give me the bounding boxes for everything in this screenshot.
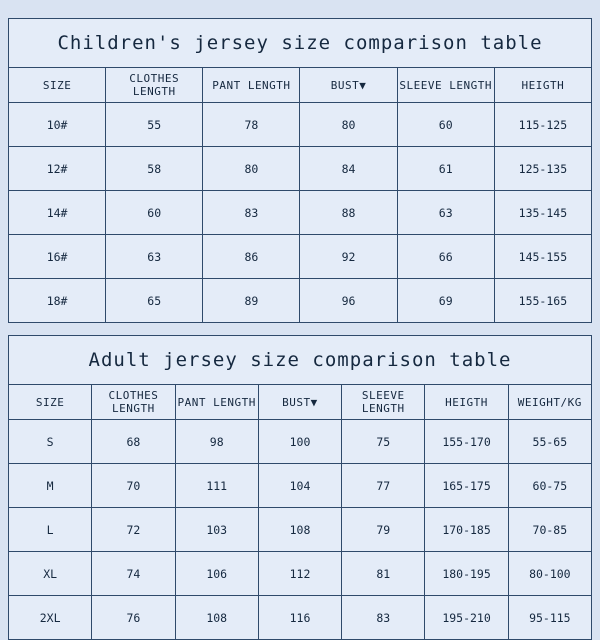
cell-size: 16# xyxy=(9,235,106,279)
table-row xyxy=(9,464,592,508)
cell-bust: 92 xyxy=(300,235,397,279)
table-header-row xyxy=(9,68,592,103)
cell-clothes-length: 63 xyxy=(106,235,203,279)
table-row xyxy=(9,191,592,235)
cell-sleeve-length: 66 xyxy=(397,235,494,279)
cell-bust: 88 xyxy=(300,191,397,235)
cell-heigth: 135-145 xyxy=(494,191,591,235)
cell-clothes-length: 60 xyxy=(106,191,203,235)
cell-bust: 112 xyxy=(258,552,341,596)
table-title-row xyxy=(9,336,592,385)
table-row xyxy=(9,508,592,552)
table-gap xyxy=(8,323,592,335)
cell-size: 14# xyxy=(9,191,106,235)
column-header-bust: BUST▼ xyxy=(300,68,397,103)
cell-weight: 60-75 xyxy=(508,464,591,508)
cell-bust: 96 xyxy=(300,279,397,323)
cell-sleeve-length: 63 xyxy=(397,191,494,235)
table-row xyxy=(9,103,592,147)
column-header-clothes-length: CLOTHES LENGTH xyxy=(106,68,203,103)
cell-sleeve-length: 77 xyxy=(342,464,425,508)
cell-pant-length: 108 xyxy=(175,596,258,640)
table-row xyxy=(9,147,592,191)
children-table-title: Children's jersey size comparison table xyxy=(9,19,592,68)
table-header-row xyxy=(9,385,592,420)
cell-size: XL xyxy=(9,552,92,596)
cell-sleeve-length: 83 xyxy=(342,596,425,640)
cell-size: S xyxy=(9,420,92,464)
cell-weight: 80-100 xyxy=(508,552,591,596)
column-header-sleeve-length: SLEEVE LENGTH xyxy=(397,68,494,103)
cell-pant-length: 103 xyxy=(175,508,258,552)
cell-clothes-length: 74 xyxy=(92,552,175,596)
cell-bust: 116 xyxy=(258,596,341,640)
cell-sleeve-length: 75 xyxy=(342,420,425,464)
cell-clothes-length: 55 xyxy=(106,103,203,147)
cell-sleeve-length: 69 xyxy=(397,279,494,323)
cell-weight: 55-65 xyxy=(508,420,591,464)
cell-bust: 108 xyxy=(258,508,341,552)
cell-sleeve-length: 61 xyxy=(397,147,494,191)
column-header-pant-length: PANT LENGTH xyxy=(175,385,258,420)
cell-heigth: 165-175 xyxy=(425,464,508,508)
column-header-size: SIZE xyxy=(9,68,106,103)
cell-size: M xyxy=(9,464,92,508)
cell-size: 12# xyxy=(9,147,106,191)
table-row xyxy=(9,596,592,640)
cell-size: L xyxy=(9,508,92,552)
cell-weight: 95-115 xyxy=(508,596,591,640)
cell-pant-length: 80 xyxy=(203,147,300,191)
cell-sleeve-length: 81 xyxy=(342,552,425,596)
cell-pant-length: 86 xyxy=(203,235,300,279)
adult-table-title: Adult jersey size comparison table xyxy=(9,336,592,385)
cell-clothes-length: 70 xyxy=(92,464,175,508)
cell-clothes-length: 76 xyxy=(92,596,175,640)
cell-heigth: 195-210 xyxy=(425,596,508,640)
cell-pant-length: 83 xyxy=(203,191,300,235)
cell-pant-length: 106 xyxy=(175,552,258,596)
cell-bust: 104 xyxy=(258,464,341,508)
column-header-size: SIZE xyxy=(9,385,92,420)
column-header-bust: BUST▼ xyxy=(258,385,341,420)
cell-heigth: 145-155 xyxy=(494,235,591,279)
cell-heigth: 155-170 xyxy=(425,420,508,464)
cell-clothes-length: 68 xyxy=(92,420,175,464)
table-row xyxy=(9,420,592,464)
children-size-table xyxy=(8,18,592,323)
cell-size: 18# xyxy=(9,279,106,323)
cell-sleeve-length: 60 xyxy=(397,103,494,147)
cell-size: 2XL xyxy=(9,596,92,640)
cell-pant-length: 89 xyxy=(203,279,300,323)
table-title-row xyxy=(9,19,592,68)
cell-clothes-length: 65 xyxy=(106,279,203,323)
cell-pant-length: 78 xyxy=(203,103,300,147)
table-row xyxy=(9,279,592,323)
table-row xyxy=(9,235,592,279)
column-header-heigth: HEIGTH xyxy=(494,68,591,103)
cell-bust: 84 xyxy=(300,147,397,191)
cell-heigth: 125-135 xyxy=(494,147,591,191)
column-header-weight: WEIGHT/KG xyxy=(508,385,591,420)
cell-pant-length: 111 xyxy=(175,464,258,508)
cell-heigth: 180-195 xyxy=(425,552,508,596)
table-row xyxy=(9,552,592,596)
column-header-pant-length: PANT LENGTH xyxy=(203,68,300,103)
cell-bust: 80 xyxy=(300,103,397,147)
cell-bust: 100 xyxy=(258,420,341,464)
cell-weight: 70-85 xyxy=(508,508,591,552)
column-header-heigth: HEIGTH xyxy=(425,385,508,420)
cell-heigth: 115-125 xyxy=(494,103,591,147)
adult-size-table xyxy=(8,335,592,640)
cell-size: 10# xyxy=(9,103,106,147)
cell-sleeve-length: 79 xyxy=(342,508,425,552)
cell-heigth: 170-185 xyxy=(425,508,508,552)
column-header-clothes-length: CLOTHES LENGTH xyxy=(92,385,175,420)
cell-clothes-length: 72 xyxy=(92,508,175,552)
cell-heigth: 155-165 xyxy=(494,279,591,323)
cell-clothes-length: 58 xyxy=(106,147,203,191)
cell-pant-length: 98 xyxy=(175,420,258,464)
column-header-sleeve-length: SLEEVE LENGTH xyxy=(342,385,425,420)
